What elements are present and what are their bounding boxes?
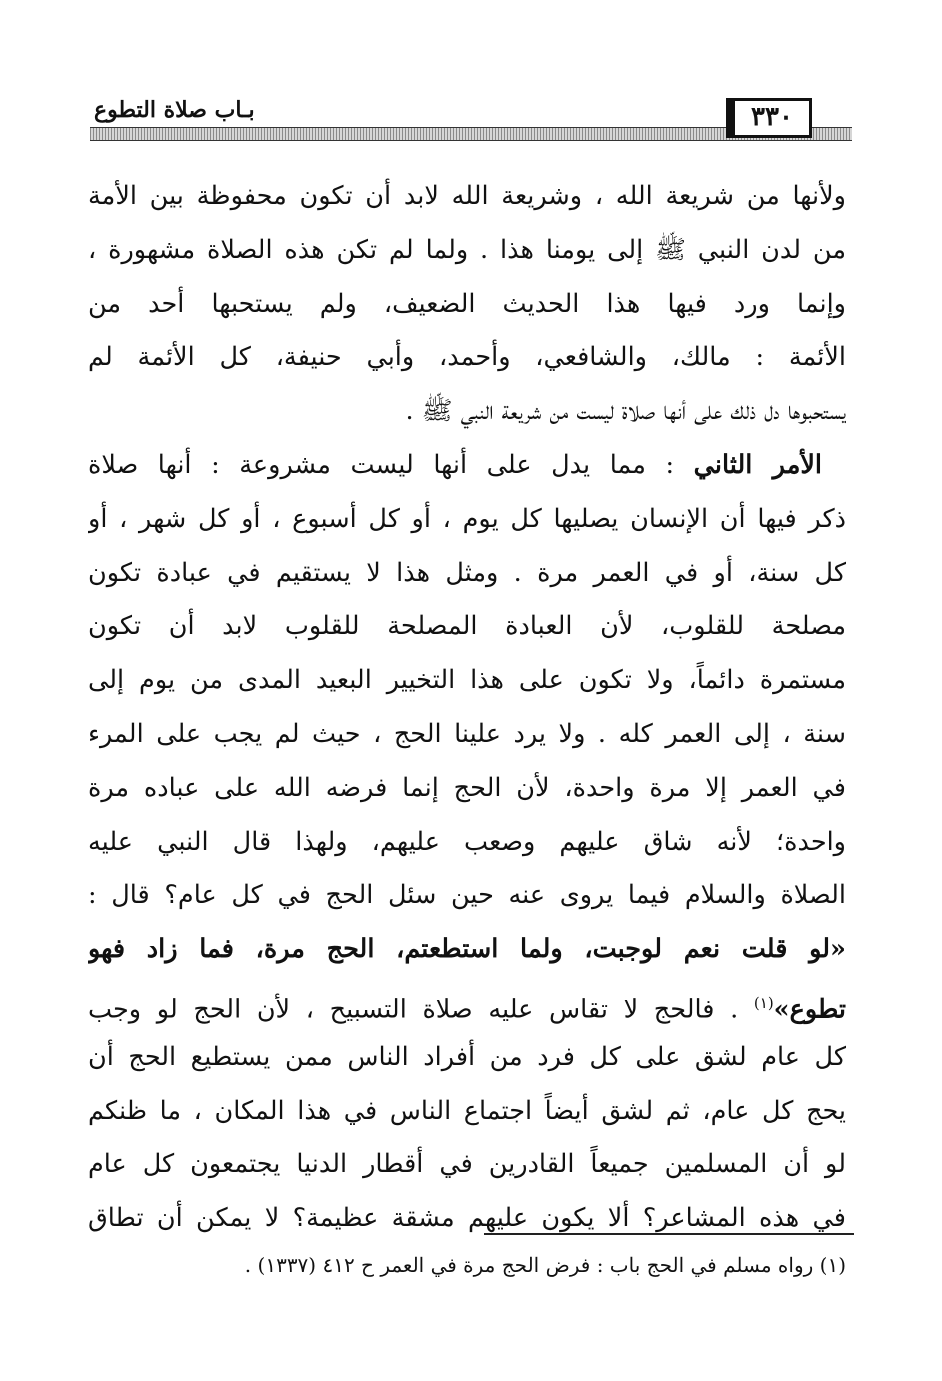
hadith-quote-end: تطوع» [773,994,846,1025]
text-line: ولأنها من شريعة الله ، وشريعة الله لابد أن تكون محفوظة بين الأمة [88,181,846,211]
text-line: في العمر إلا مرة واحدة، لأن الحج إنما فرضه الله على عباده مرة [88,772,846,803]
text-line: واحدة؛ لأنه شاق عليهم وصعب عليهم، ولهذا قال النبي عليه [88,826,846,857]
text-line: يستحبوها دل ذلك على أنها صلاة ليست من شريعة النبي ﷺ . [405,396,846,427]
chapter-title: بـاب صلاة التطوع [90,96,259,124]
text-line: كل سنة، أو في العمر مرة . ومثل هذا لا يستقيم في عبادة تكون [88,557,846,588]
hadith-quote-line: «لو قلت نعم لوجبت، ولما استطعتم، الحج مرة، فما زاد فهو [88,934,846,965]
page-number: ٣٣٠ [726,98,812,138]
text-line: مصلحة للقلوب، لأن العبادة المصلحة للقلوب لابد أن تكون [88,611,846,642]
text-line: سنة ، إلى العمر كله . ولا يرد علينا الحج ، حيث لم يجب على المرء [88,718,846,749]
text-line: لو أن المسلمين جميعاً القادرين في أقطار الدنيا يجتمعون كل عام [88,1149,846,1180]
footnote: (١) رواه مسلم في الحج باب : فرض الحج مرة في العمر ح ٤١٢ (١٣٣٧) . [244,1253,846,1277]
text-line: كل عام لشق على كل فرد من أفراد الناس ممن يستطيع الحج أن [88,1041,846,1072]
paragraph-2-first-line [88,439,846,493]
running-header [90,96,852,140]
text-line: من لدن النبي ﷺ إلى يومنا هذا . ولما لم تكن هذه الصلاة مشهورة ، [88,234,846,265]
text-line: ذكر فيها أن الإنسان يصليها كل يوم ، أو كل أسبوع ، أو كل شهر ، أو [88,503,846,534]
text-line: الأئمة : مالك، والشافعي، وأحمد، وأبي حنيفة، كل الأئمة لم [88,342,846,373]
footnote-divider [484,1233,854,1235]
main-text [88,170,846,1246]
text-line: وإنما ورد فيها هذا الحديث الضعيف، ولم يستحبها أحد من [88,288,846,319]
text-line: الصلاة والسلام فيما يروى عنه حين سئل الحج في كل عام؟ قال : [88,880,846,911]
text-segment: : مما يدل على أنها ليست مشروعة : أنها صلاة [88,449,675,480]
text-segment: . فالحج لا تقاس عليه صلاة التسبيح ، لأن الحج لو وجب [88,994,739,1025]
text-line: في هذه المشاعر؟ ألا يكون عليهم مشقة عظيمة؟ لا يمكن أن تطاق [88,1203,846,1234]
text-line: مستمرة دائماً، ولا تكون على هذا التخيير البعيد المدى من يوم إلى [88,665,846,696]
quote-end-line [88,977,846,1031]
section-lead: الأمر الثاني [693,449,823,480]
text-line: يحج كل عام، ثم لشق أيضاً اجتماع الناس في هذا المكان ، ما ظنكم [88,1095,846,1126]
footnote-marker[interactable]: (١) [753,993,774,1012]
